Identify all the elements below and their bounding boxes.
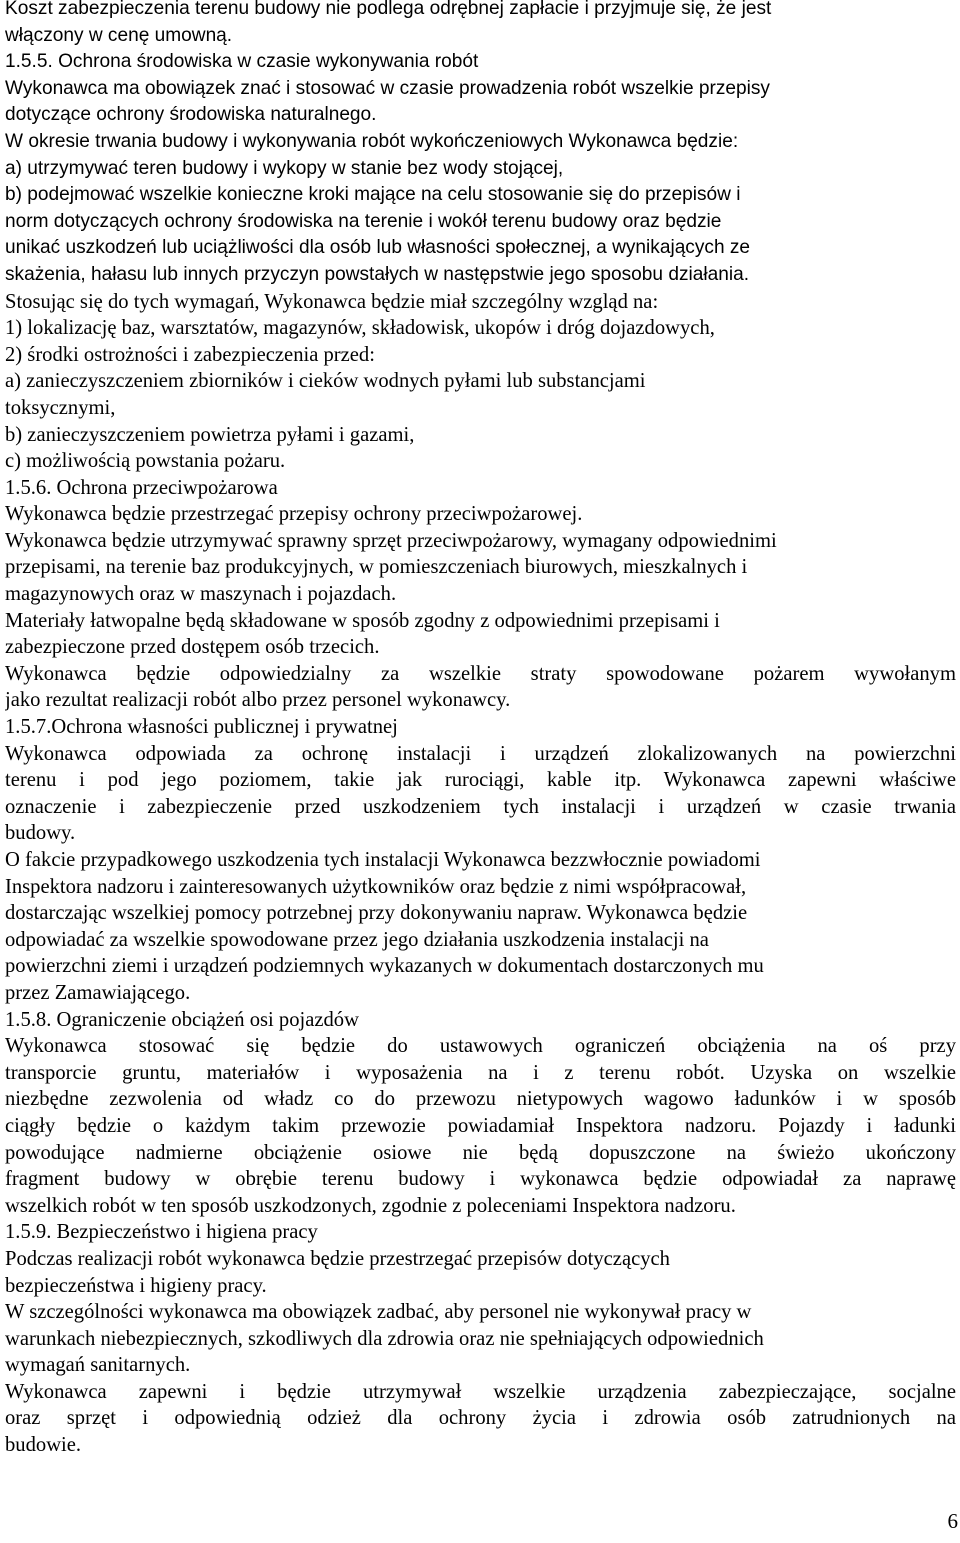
text-line: powodujące nadmierne obciążenie osiowe nie będą dopuszczone na świeżo ukończony bbox=[5, 1141, 956, 1164]
text-line: Stosując się do tych wymagań, Wykonawca będzie miał szczególny wzgląd na: bbox=[5, 290, 659, 313]
text-line: Wykonawca ma obowiązek znać i stosować w czasie prowadzenia robót wszelkie przepisy bbox=[5, 77, 770, 99]
text-line: fragment budowy w obrębie terenu budowy i wykonawca będzie odpowiadał za naprawę bbox=[5, 1168, 956, 1191]
text-line: terenu i pod jego poziomem, takie jak rurociągi, kable itp. Wykonawca zapewni właściwe bbox=[5, 769, 956, 792]
text-line: budowie. bbox=[5, 1434, 82, 1457]
text-line: ciągły będzie o każdym takim przewozie powiadamiał Inspektora nadzoru. Pojazdy i ładunki bbox=[5, 1114, 956, 1137]
text-line: dostarczając wszelkiej pomocy potrzebnej przy dokonywaniu napraw. Wykonawca będzie bbox=[5, 902, 748, 925]
text-line: Wykonawca zapewni i będzie utrzymywał wszelkie urządzenia zabezpieczające, socjalne bbox=[5, 1380, 956, 1403]
text-line: W okresie trwania budowy i wykonywania robót wykończeniowych Wykonawca będzie: bbox=[5, 130, 739, 152]
text-line: niezbędne zezwolenia od władz co do przewozu nietypowych wagowo ładunków i w sposób bbox=[5, 1088, 956, 1111]
text-line: 1.5.9. Bezpieczeństwo i higiena pracy bbox=[5, 1221, 318, 1244]
text-line: Wykonawca odpowiada za ochronę instalacji i urządzeń zlokalizowanych na powierzchni bbox=[5, 742, 956, 765]
document-page bbox=[5, 0, 956, 1459]
text-line: Inspektora nadzoru i zainteresowanych użytkowników oraz będzie z nimi współpracował, bbox=[5, 875, 747, 898]
text-line: Wykonawca będzie odpowiedzialny za wszelkie straty spowodowane pożarem wywołanym bbox=[5, 662, 956, 685]
text-line: 1.5.7.Ochrona własności publicznej i prywatnej bbox=[5, 716, 398, 739]
text-line: Podczas realizacji robót wykonawca będzie przestrzegać przepisów dotyczących bbox=[5, 1247, 670, 1270]
text-line: W szczególności wykonawca ma obowiązek zadbać, aby personel nie wykonywał pracy w bbox=[5, 1301, 752, 1324]
text-line: jako rezultat realizacji robót albo przez personel wykonawcy. bbox=[5, 689, 511, 712]
text-line: magazynowych oraz w maszynach i pojazdach. bbox=[5, 583, 397, 606]
text-line: bezpieczeństwa i higieny pracy. bbox=[5, 1274, 267, 1297]
text-line: 1.5.8. Ograniczenie obciążeń osi pojazdów bbox=[5, 1008, 359, 1031]
page-number: 6 bbox=[947, 1509, 958, 1533]
text-line: 1) lokalizację baz, warsztatów, magazynów, składowisk, ukopów i dróg dojazdowych, bbox=[5, 317, 715, 340]
text-line: oraz sprzęt i odpowiednią odzież dla ochrony życia i zdrowia osób zatrudnionych na bbox=[5, 1407, 956, 1430]
text-line: a) utrzymywać teren budowy i wykopy w stanie bez wody stojącej, bbox=[5, 157, 564, 179]
text-line: transporcie gruntu, materiałów i wyposażenia na i z terenu robót. Uzyska on wszelkie bbox=[5, 1061, 956, 1084]
text-line: powierzchni ziemi i urządzeń podziemnych wykazanych w dokumentach dostarczonych mu bbox=[5, 955, 764, 978]
text-line: Wykonawca będzie utrzymywać sprawny sprzęt przeciwpożarowy, wymagany odpowiednimi bbox=[5, 529, 777, 552]
text-line: wszelkich robót w ten sposób uszkodzonych, zgodnie z poleceniami Inspektora nadzoru. bbox=[5, 1194, 736, 1217]
text-line: b) podejmować wszelkie konieczne kroki mające na celu stosowanie się do przepisów i bbox=[5, 184, 741, 206]
text-line: Koszt zabezpieczenia terenu budowy nie podlega odrębnej zapłacie i przyjmuje się, że jest bbox=[5, 0, 772, 19]
text-line: przepisami, na terenie baz produkcyjnych, w pomieszczeniach biurowych, mieszkalnych i bbox=[5, 556, 748, 579]
text-line: przez Zamawiającego. bbox=[5, 981, 191, 1004]
text-line: oznaczenie i zabezpieczenie przed uszkodzeniem tych instalacji i urządzeń w czasie trwania bbox=[5, 795, 956, 818]
text-line: budowy. bbox=[5, 822, 76, 845]
text-line: Wykonawca stosować się będzie do ustawowych ograniczeń obciążenia na oś przy bbox=[5, 1035, 956, 1058]
text-line: 2) środki ostrożności i zabezpieczenia przed: bbox=[5, 343, 375, 366]
text-line: toksycznymi, bbox=[5, 396, 116, 419]
text-line: 1.5.6. Ochrona przeciwpożarowa bbox=[5, 476, 278, 499]
text-line: unikać uszkodzeń lub uciążliwości dla osób lub własności społecznej, a wynikających ze bbox=[5, 237, 751, 259]
text-line: c) możliwością powstania pożaru. bbox=[5, 450, 286, 473]
text-line: 1.5.5. Ochrona środowiska w czasie wykonywania robót bbox=[5, 51, 479, 73]
text-line: skażenia, hałasu lub innych przyczyn powstałych w następstwie jego sposobu działania. bbox=[5, 263, 750, 285]
text-line: odpowiadać za wszelkie spowodowane przez jego działania uszkodzenia instalacji na bbox=[5, 928, 709, 951]
text-line: zabezpieczone przed dostępem osób trzecich. bbox=[5, 636, 380, 659]
text-line: warunkach niebezpiecznych, szkodliwych dla zdrowia oraz nie spełniających odpowiednich bbox=[5, 1327, 764, 1350]
text-line: O fakcie przypadkowego uszkodzenia tych instalacji Wykonawca bezzwłocznie powiadomi bbox=[5, 849, 761, 871]
text-line: włączony w cenę umowną. bbox=[5, 24, 233, 46]
text-line: wymagań sanitarnych. bbox=[5, 1354, 191, 1377]
text-line: b) zanieczyszczeniem powietrza pyłami i gazami, bbox=[5, 423, 415, 446]
text-line: a) zanieczyszczeniem zbiorników i cieków wodnych pyłami lub substancjami bbox=[5, 370, 646, 393]
text-line: Materiały łatwopalne będą składowane w sposób zgodny z odpowiednimi przepisami i bbox=[5, 609, 720, 632]
text-line: dotyczące ochrony środowiska naturalnego. bbox=[5, 104, 377, 126]
text-line: norm dotyczących ochrony środowiska na terenie i wokół terenu budowy oraz będzie bbox=[5, 210, 722, 232]
text-line: Wykonawca będzie przestrzegać przepisy ochrony przeciwpożarowej. bbox=[5, 503, 583, 526]
